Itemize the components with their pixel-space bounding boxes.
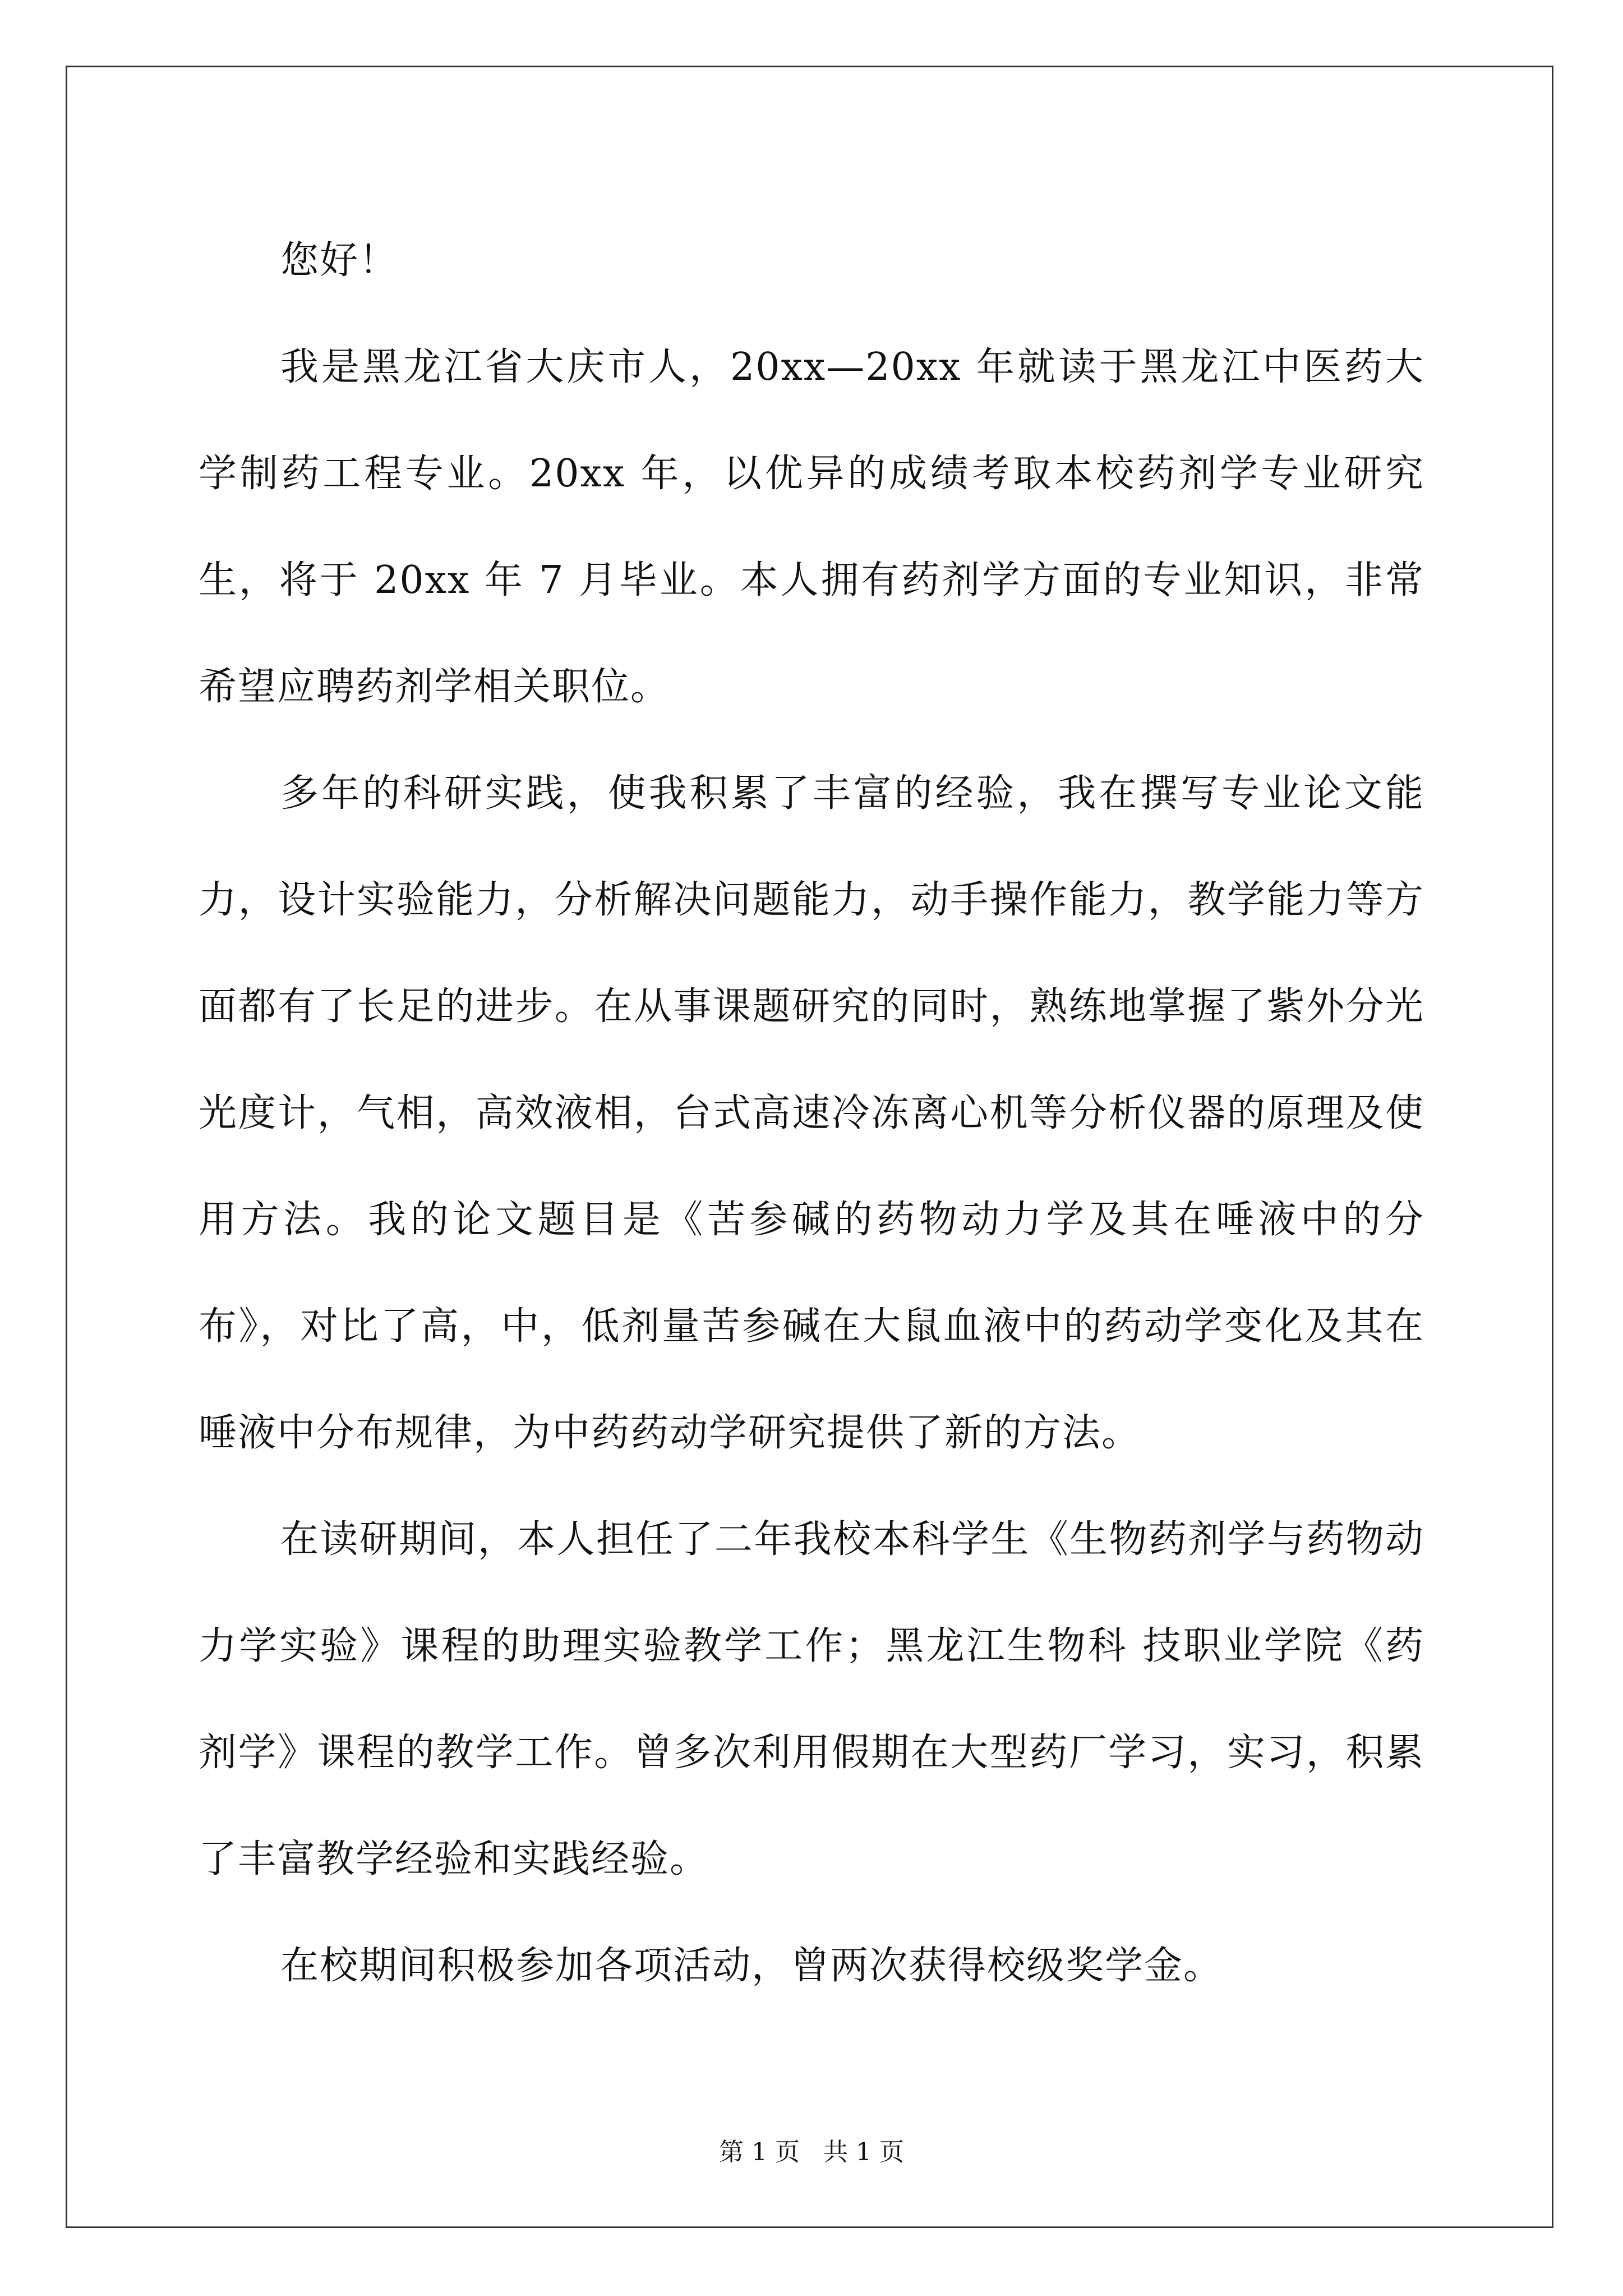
greeting: 您好！	[280, 238, 399, 283]
page-footer	[0, 2132, 1623, 2168]
page-number: 第 1 页	[719, 2138, 800, 2166]
page-total: 共 1 页	[823, 2138, 904, 2166]
paragraph-activities: 在校期间积极参加各项活动，曾两次获得校级奖学金。	[280, 1944, 1223, 1988]
paragraph-research: 多年的科研实践，使我积累了丰富的经验，我在撰写专业论文能力，设计实验能力，分析解决问题能力，动手操作能力，教学能力等方面都有了长足的进步。在从事课题研究的同时，熟练地掌握了紫外分光光度计，气相，高效液相，台式高速冷冻离心机等分析仪器的原理及使用方法。我的论文题目是《苦参碱的药物动力学及其在唾液中的分布》，对比了高，中，低剂量苦参碱在大鼠血液中的药动学变化及其在唾液中分布规律，为中药药动学研究提供了新的方法。	[199, 771, 1424, 1455]
paragraph-teaching: 在读研期间，本人担任了二年我校本科学生《生物药剂学与药物动力学实验》课程的助理实验教学工作；黑龙江生物科 技职业学院《药剂学》课程的教学工作。曾多次利用假期在大型药厂学习，实习，积累了丰富教学经验和实践经验。	[199, 1517, 1424, 1881]
paragraph-background: 我是黑龙江省大庆市人，20xx—20xx 年就读于黑龙江中医药大学制药工程专业。20xx 年，以优异的成绩考取本校药剂学专业研究生，将于 20xx 年 7 月毕业。本人拥有药剂学方面的专业知识，非常希望应聘药剂学相关职位。	[199, 345, 1424, 709]
letter-body	[199, 208, 1424, 2019]
